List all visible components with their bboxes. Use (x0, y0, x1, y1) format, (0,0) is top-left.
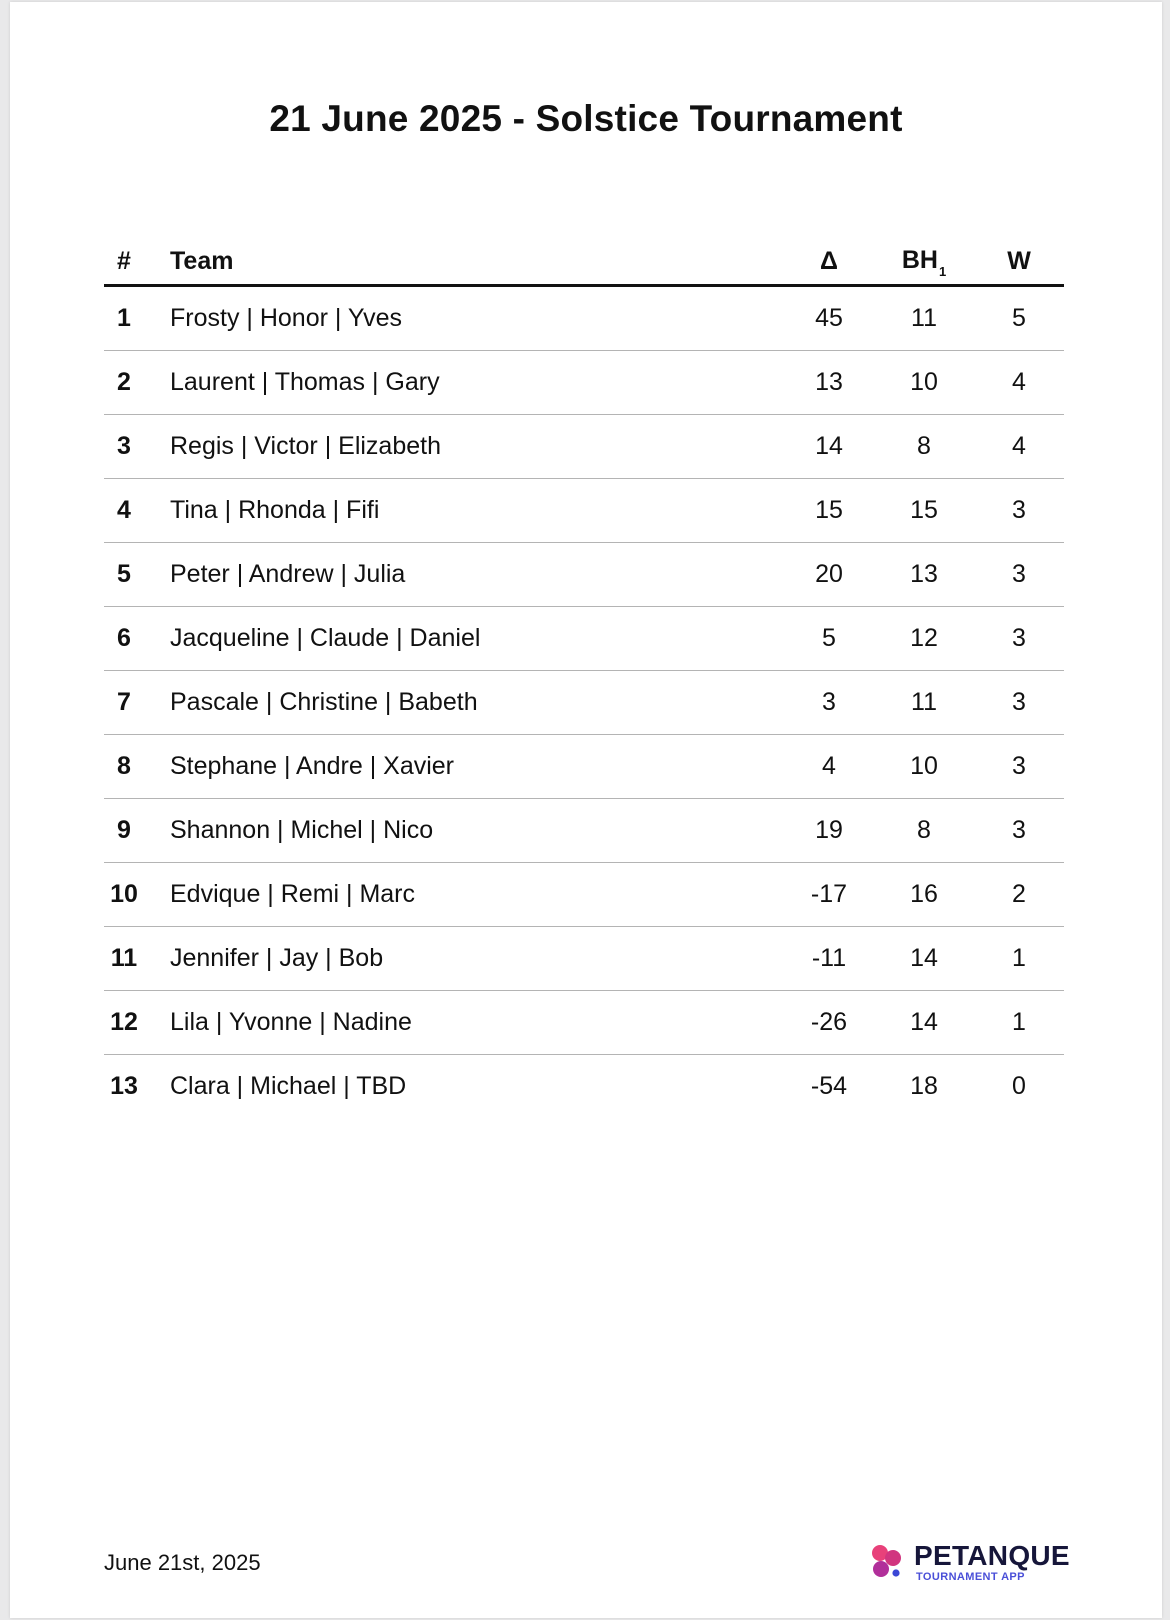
delta-cell: -26 (784, 991, 874, 1055)
team-cell: Stephane | Andre | Xavier (144, 735, 784, 799)
rank-cell: 12 (104, 991, 144, 1055)
standings-table (104, 238, 1064, 1118)
rank-cell: 10 (104, 863, 144, 927)
team-cell: Laurent | Thomas | Gary (144, 351, 784, 415)
header-buchholz (874, 238, 974, 286)
wins-cell: 3 (974, 479, 1064, 543)
team-cell: Jennifer | Jay | Bob (144, 927, 784, 991)
team-cell: Edvique | Remi | Marc (144, 863, 784, 927)
wins-cell: 3 (974, 799, 1064, 863)
header-wins: W (974, 238, 1064, 286)
wins-cell: 2 (974, 863, 1064, 927)
buchholz-cell: 8 (874, 799, 974, 863)
delta-cell: 14 (784, 415, 874, 479)
petanque-balls-icon (868, 1542, 908, 1582)
rank-cell: 13 (110, 1072, 138, 1100)
team-cell: Pascale | Christine | Babeth (144, 671, 784, 735)
team-cell: Shannon | Michel | Nico (144, 799, 784, 863)
table-row (104, 607, 1064, 671)
wins-cell: 3 (974, 671, 1064, 735)
table-row (104, 1055, 1064, 1119)
page-title: 21 June 2025 - Solstice Tournament (269, 98, 903, 139)
rank-cell: 3 (104, 415, 144, 479)
table-header-row (104, 238, 1064, 286)
table-row (104, 799, 1064, 863)
rank-cell: 2 (104, 351, 144, 415)
rank-cell: 8 (104, 735, 144, 799)
table-row (104, 863, 1064, 927)
buchholz-cell: 14 (874, 927, 974, 991)
table-row (104, 479, 1064, 543)
delta-cell: -17 (784, 863, 874, 927)
table-row (104, 415, 1064, 479)
wins-cell: 1 (974, 927, 1064, 991)
rank-cell: 5 (104, 543, 144, 607)
team-cell: Lila | Yvonne | Nadine (144, 991, 784, 1055)
header-bh-subscript: 1 (938, 263, 947, 279)
delta-cell: 4 (784, 735, 874, 799)
delta-cell: -11 (784, 927, 874, 991)
table-row (104, 286, 1064, 351)
wins-cell: 4 (974, 415, 1064, 479)
brand-subtitle: TOURNAMENT APP (916, 1571, 1025, 1583)
wins-cell: 4 (974, 351, 1064, 415)
team-cell: Jacqueline | Claude | Daniel (144, 607, 784, 671)
wins-cell: 1 (974, 991, 1064, 1055)
header-delta: Δ (784, 238, 874, 286)
header-rank: # (104, 238, 144, 286)
buchholz-cell: 18 (910, 1072, 938, 1100)
rank-cell: 1 (104, 286, 144, 351)
document-page (10, 2, 1162, 1618)
team-cell: Peter | Andrew | Julia (144, 543, 784, 607)
buchholz-cell: 8 (874, 415, 974, 479)
buchholz-cell: 11 (874, 671, 974, 735)
delta-cell: 13 (784, 351, 874, 415)
buchholz-cell: 10 (874, 351, 974, 415)
delta-cell: 15 (784, 479, 874, 543)
rank-cell: 4 (104, 479, 144, 543)
delta-cell: 5 (784, 607, 874, 671)
wins-cell: 3 (974, 607, 1064, 671)
rank-cell: 9 (104, 799, 144, 863)
buchholz-cell: 16 (874, 863, 974, 927)
team-cell: Tina | Rhonda | Fifi (144, 479, 784, 543)
rank-cell: 7 (104, 671, 144, 735)
buchholz-cell: 12 (874, 607, 974, 671)
delta-cell: -54 (810, 1072, 848, 1100)
wins-cell: 0 (1012, 1072, 1026, 1100)
wins-cell: 3 (974, 543, 1064, 607)
header-bh-label: BH (901, 245, 938, 274)
table-row (104, 543, 1064, 607)
team-cell: Regis | Victor | Elizabeth (144, 415, 784, 479)
brand-logo (868, 1540, 1068, 1584)
table-row (104, 735, 1064, 799)
header-team: Team (144, 238, 784, 286)
team-cell: Clara | Michael | TBD (170, 1072, 407, 1100)
delta-cell: 20 (784, 543, 874, 607)
wins-cell: 5 (974, 286, 1064, 351)
delta-cell: 19 (784, 799, 874, 863)
rank-cell: 6 (104, 607, 144, 671)
table-row (104, 927, 1064, 991)
delta-cell: 3 (784, 671, 874, 735)
table-row (104, 991, 1064, 1055)
footer-date: June 21st, 2025 (104, 1550, 261, 1575)
buchholz-cell: 10 (874, 735, 974, 799)
buchholz-cell: 14 (874, 991, 974, 1055)
buchholz-cell: 15 (874, 479, 974, 543)
team-cell: Frosty | Honor | Yves (144, 286, 784, 351)
table-row (104, 671, 1064, 735)
brand-name: PETANQUE (914, 1540, 1070, 1571)
table-row (104, 351, 1064, 415)
rank-cell: 11 (104, 927, 144, 991)
delta-cell: 45 (784, 286, 874, 351)
wins-cell: 3 (974, 735, 1064, 799)
buchholz-cell: 13 (874, 543, 974, 607)
buchholz-cell: 11 (874, 286, 974, 351)
